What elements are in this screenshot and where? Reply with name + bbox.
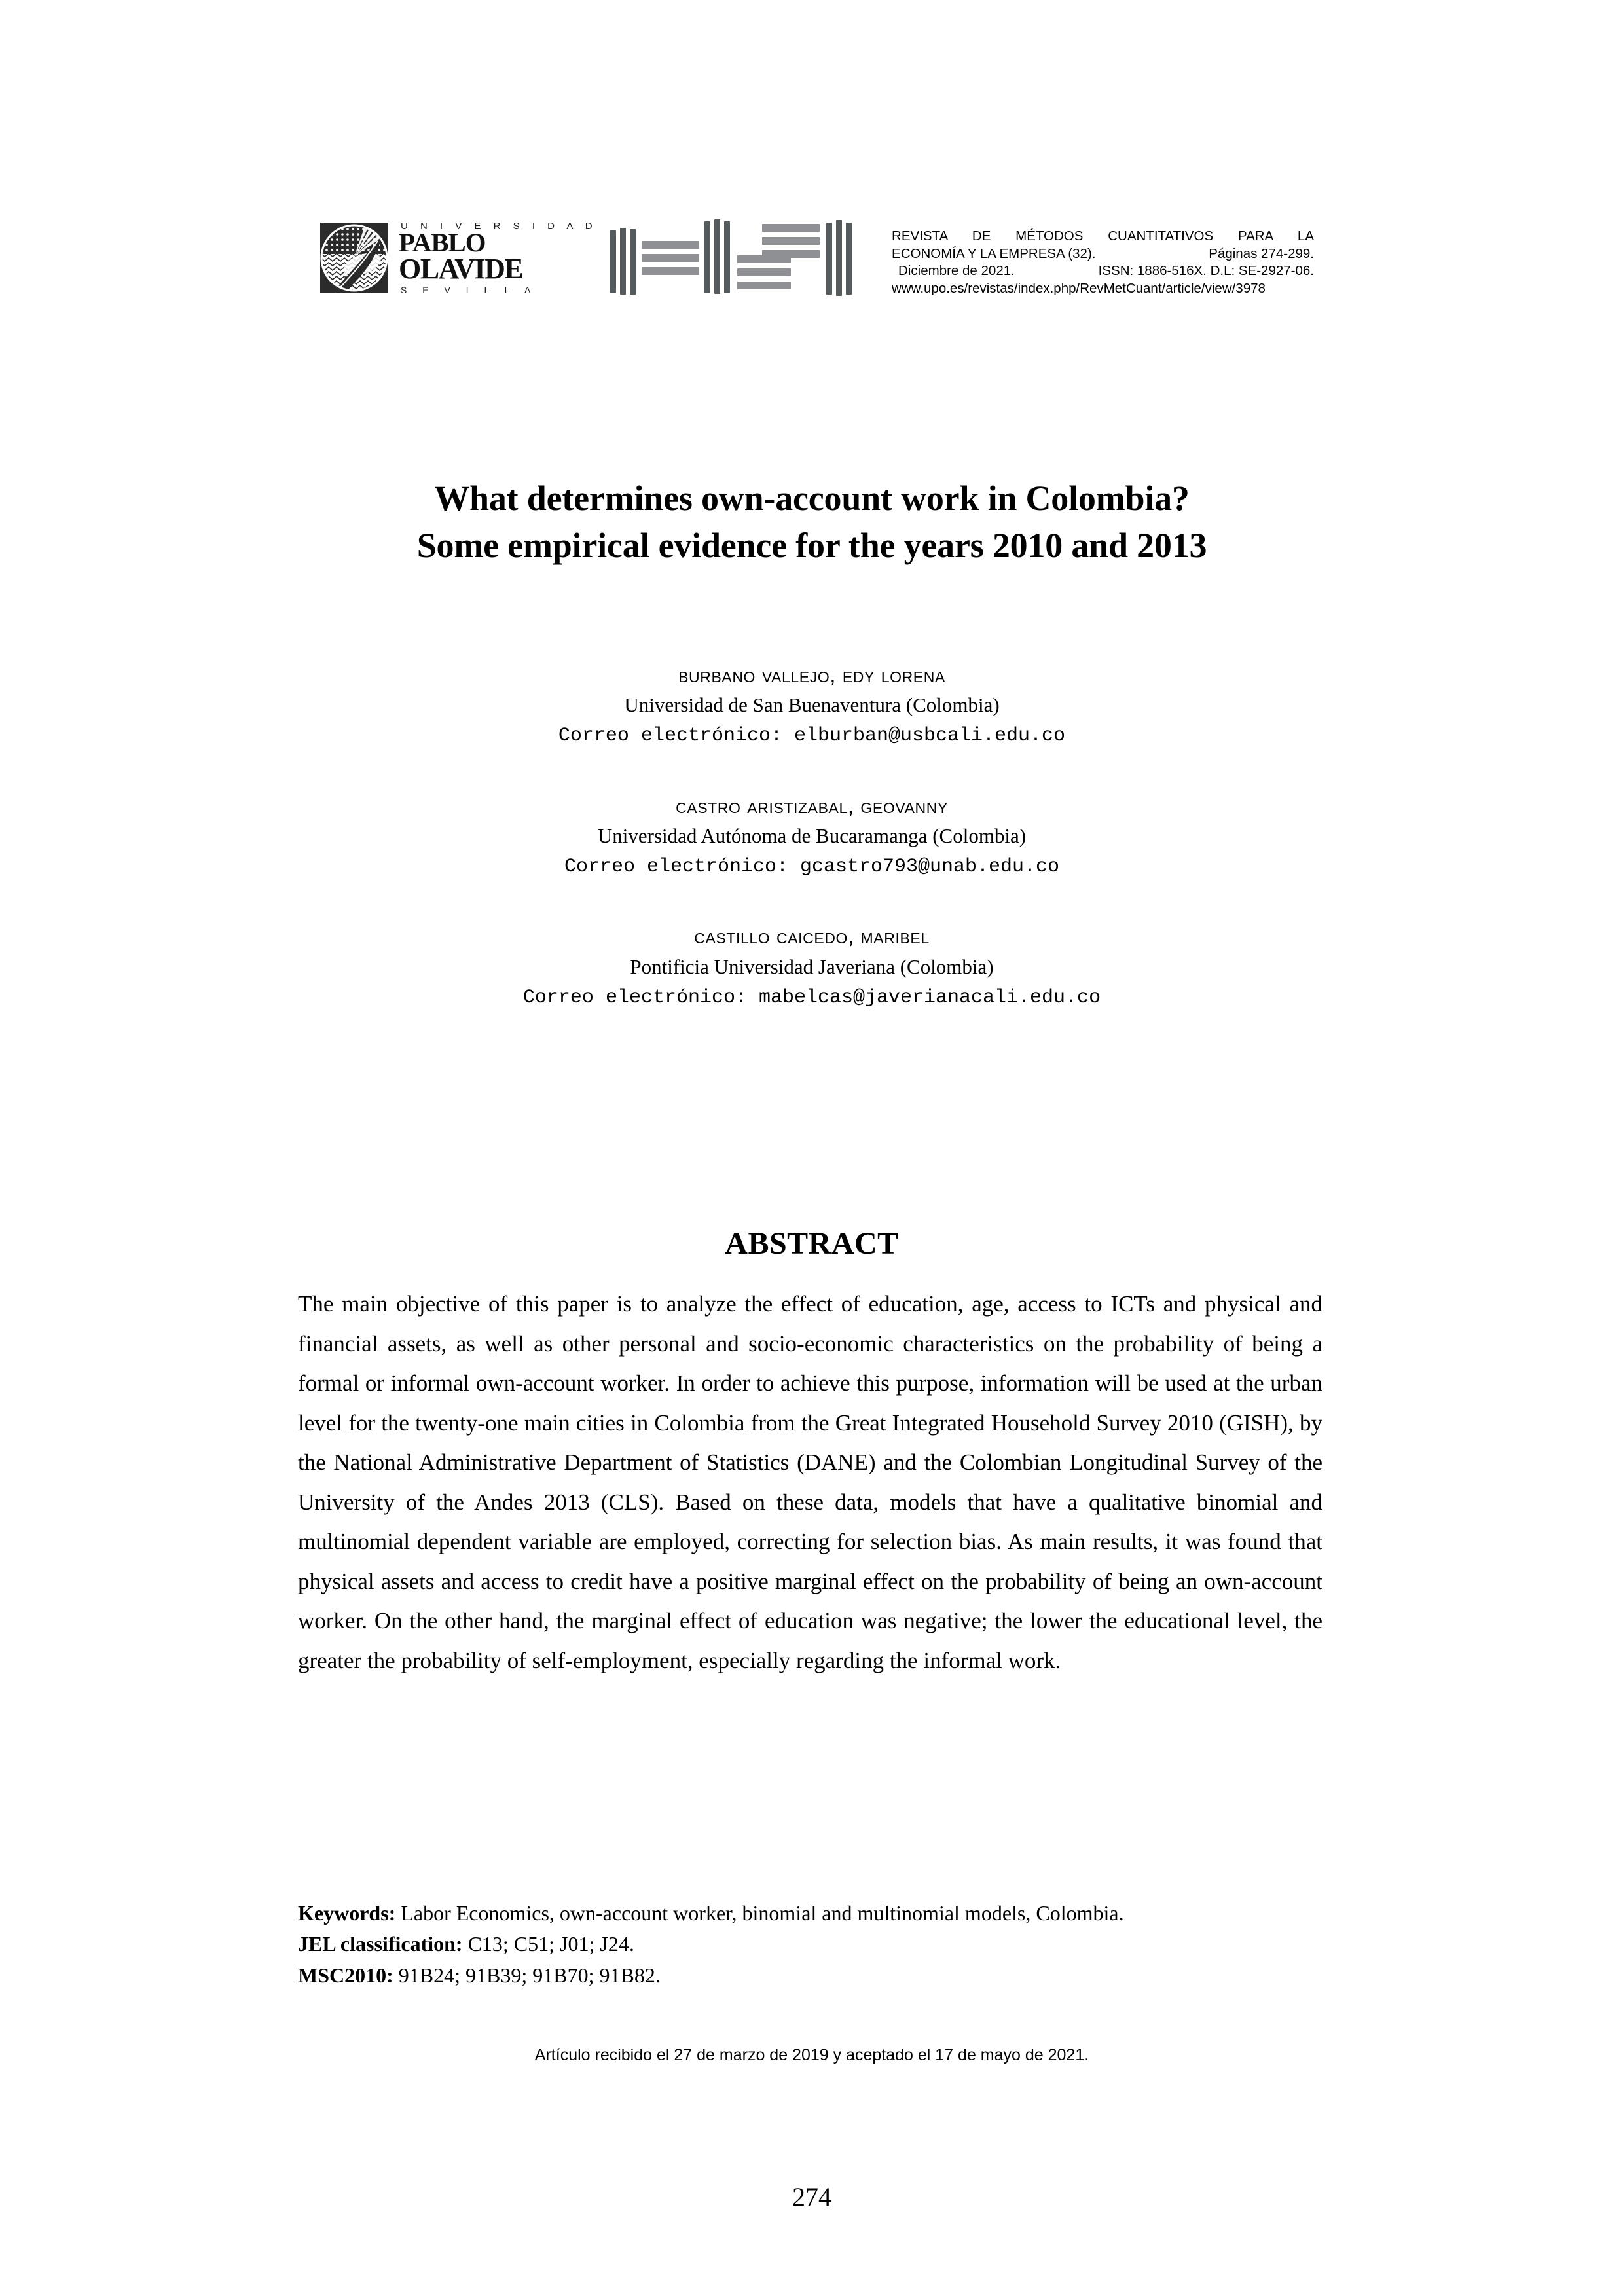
journal-pages: Páginas 274-299.: [1209, 246, 1314, 261]
keywords-label: Keywords:: [298, 1901, 396, 1925]
page-title: What determines own-account work in Colombia? Some empirical evidence for the years 2010 and 2013: [416, 479, 1207, 565]
author-list: [288, 661, 1336, 1012]
author-affiliation: Pontificia Universidad Javeriana (Colombia): [630, 955, 994, 978]
page-number: 274: [792, 2182, 831, 2212]
wordmark-name: [399, 227, 597, 285]
author-email[interactable]: Correo electrónico: mabelcas@javerianacali.edu.co: [522, 986, 1101, 1009]
wordmark-olavide: OLAVIDE: [399, 252, 523, 285]
author-entry: [288, 661, 1336, 751]
barcode-stripes-icon: [608, 216, 883, 300]
jel-row: [298, 1929, 1322, 1959]
author-entry: [288, 792, 1336, 882]
author-affiliation: Universidad de San Buenaventura (Colombia): [624, 693, 1000, 717]
journal-name-issue: ECONOMÍA Y LA EMPRESA (32).: [892, 246, 1096, 261]
author-email[interactable]: Correo electrónico: gcastro793@unab.edu.co: [564, 855, 1060, 878]
wordmark-universidad: U N I V E R S I D A D: [401, 220, 598, 232]
author-entry: [288, 922, 1336, 1012]
journal-url[interactable]: www.upo.es/revistas/index.php/RevMetCuant/article/view/3978: [892, 280, 1266, 296]
abstract-text: The main objective of this paper is to analyze the effect of education, age, access to ICTs and physical and financial assets, as well as other personal and socio-economic characteristics on the probability of being a formal or informal own-account worker. In order to achieve this purpose, information will be used at the urban level for the twenty-one main cities in Colombia from the Great Integrated Household Survey 2010 (GISH), by the National Administrative Department of Statistics (DANE) and the Colombian Longitudinal Survey of the University of the Andes 2013 (CLS). Based on these data, models that have a qualitative binomial and multinomial dependent variable are employed, correcting for selection bias. As main results, it was found that physical assets and access to credit have a positive marginal effect on the probability of being an own-account worker. On the other hand, the marginal effect of education was negative; the lower the educational level, the greater the probability of self-employment, especially regarding the informal work.: [298, 1291, 1322, 1673]
author-name: castro aristizabal, geovanny: [676, 793, 948, 818]
upo-seal-icon: [319, 216, 390, 300]
wordmark-sevilla: S E V I L L A: [401, 285, 538, 296]
journal-issn: ISSN: 1886-516X. D.L: SE-2927-06.: [1098, 263, 1314, 279]
keywords-row: [298, 1899, 1322, 1928]
wordmark-pablo: PABLO: [399, 227, 486, 257]
keywords-value: Labor Economics, own-account worker, binomial and multinomial models, Colombia.: [401, 1901, 1124, 1925]
jel-value: C13; C51; J01; J24.: [467, 1932, 634, 1956]
journal-date: Diciembre de 2021.: [898, 263, 1015, 279]
received-accepted-note: Artículo recibido el 27 de marzo de 2019 y aceptado el 17 de mayo de 2021.: [534, 2046, 1089, 2064]
journal-line-1: REVISTA DE MÉTODOS CUANTITATIVOS PARA LA: [892, 228, 1314, 244]
author-email[interactable]: Correo electrónico: elburban@usbcali.edu.co: [558, 725, 1066, 748]
author-affiliation: Universidad Autónoma de Bucaramanga (Colombia): [597, 824, 1027, 847]
article-metadata: [298, 1897, 1322, 1990]
journal-citation: [892, 216, 1314, 298]
msc-label: MSC2010:: [298, 1963, 393, 1987]
jel-label: JEL classification:: [298, 1932, 463, 1956]
university-wordmark: [399, 216, 597, 300]
author-name: burbano vallejo, edy lorena: [678, 663, 945, 687]
msc-row: [298, 1961, 1322, 1990]
journal-line-2: [892, 246, 1314, 263]
masthead: [319, 216, 1314, 311]
abstract-heading: ABSTRACT: [725, 1226, 899, 1261]
university-logo: [319, 216, 597, 300]
author-name: castillo caicedo, maribel: [694, 924, 930, 949]
journal-line-3: [892, 263, 1314, 280]
msc-value: 91B24; 91B39; 91B70; 91B82.: [398, 1963, 661, 1987]
